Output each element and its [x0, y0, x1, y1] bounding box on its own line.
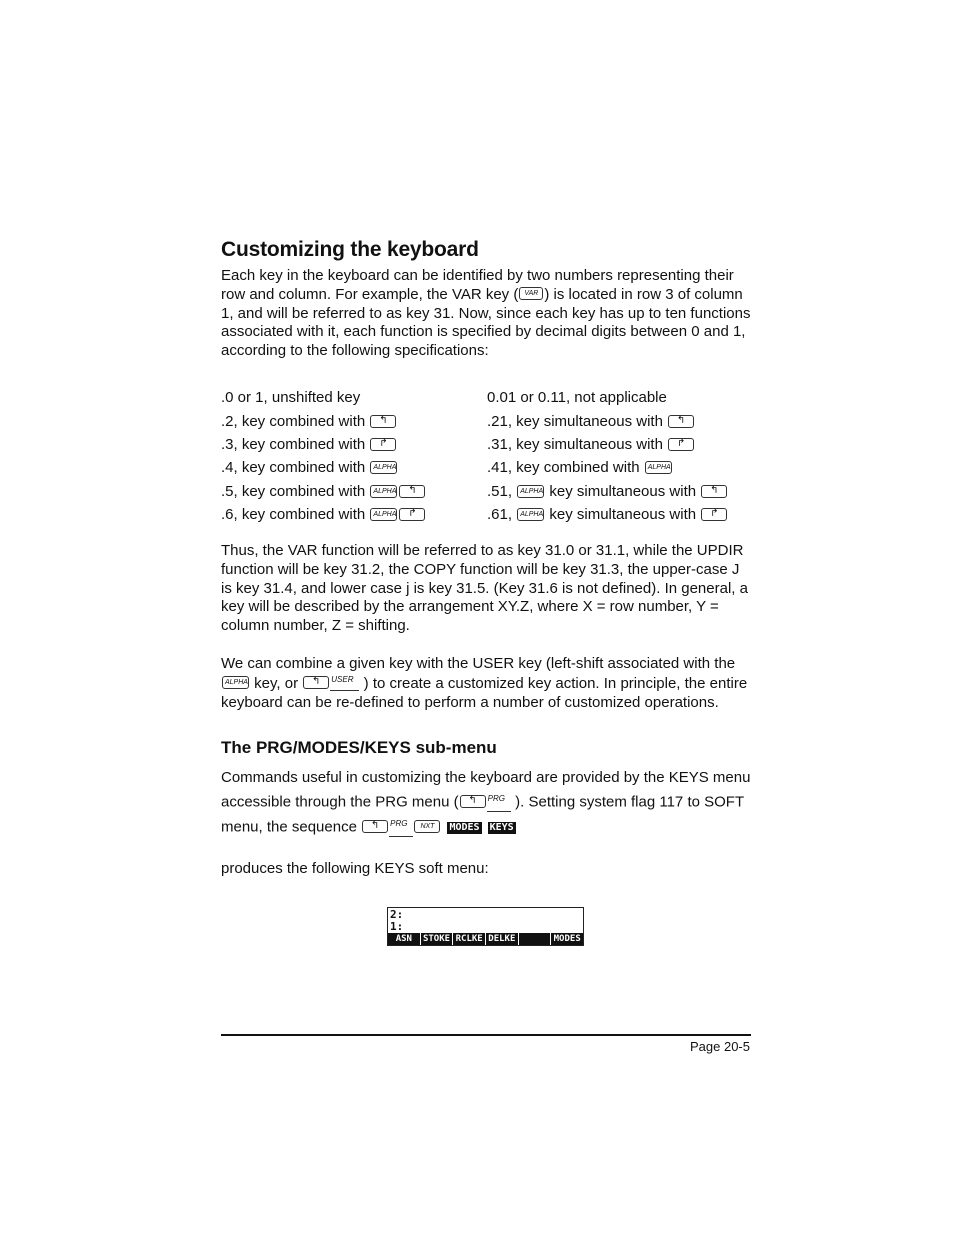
alpha-key-icon: ALPHA	[222, 676, 249, 689]
nxt-key-icon: NXT	[414, 820, 440, 833]
prg-label: PRG	[487, 787, 511, 812]
softkey-modes[interactable]: MODES	[551, 933, 583, 945]
spec-right-3: .41, key combined with ALPHA	[487, 459, 671, 476]
alpha-key-icon: ALPHA	[517, 508, 544, 521]
keys-softkey: KEYS	[489, 821, 514, 833]
left-shift-key-icon: ↰	[362, 820, 388, 833]
spec-left-2: .3, key combined with ↱	[221, 436, 397, 453]
left-shift-key-icon: ↰	[370, 415, 396, 428]
left-shift-key-icon: ↰	[701, 485, 727, 498]
spec-right-2: .31, key simultaneous with ↱	[487, 436, 695, 453]
spec-right-4: .51, ALPHA key simultaneous with ↰	[487, 483, 728, 500]
footer-rule	[221, 1034, 751, 1036]
right-shift-key-icon: ↱	[399, 508, 425, 521]
prg-label: PRG	[389, 812, 413, 837]
alpha-key-icon: ALPHA	[370, 461, 397, 474]
alpha-key-icon: ALPHA	[517, 485, 544, 498]
alpha-key-icon: ALPHA	[645, 461, 672, 474]
stack-level-2: 2:	[390, 908, 404, 921]
spec-left-1: .2, key combined with ↰	[221, 413, 397, 430]
right-shift-key-icon: ↱	[701, 508, 727, 521]
user-key-paragraph: We can combine a given key with the USER key (left-shift associated with the ALPHA key, or ↰ USER ) to create a customized key action. In principle, the entire keyboard can be re-defined to perform a number of customized operations.	[221, 655, 748, 711]
calculator-screen	[387, 907, 584, 946]
user-label: USER	[330, 671, 359, 691]
alpha-key-icon: ALPHA	[370, 508, 397, 521]
left-shift-key-icon: ↰	[399, 485, 425, 498]
softkey-stoke[interactable]: STOKE	[421, 933, 453, 945]
keys-soft-menu-caption: produces the following KEYS soft menu:	[221, 860, 489, 877]
intro-paragraph: Each key in the keyboard can be identified by two numbers representing their row and column. For example, the VAR key ( VAR ) is located in row 3 of column 1, and will be referred to as key 31. Now, since each key has up to ten functions associated with it, each function is specified by decimal digits between 0 and 1, according to the following specifications:	[221, 267, 751, 360]
spec-right-1: .21, key simultaneous with ↰	[487, 413, 695, 430]
right-shift-key-icon: ↱	[668, 438, 694, 451]
alpha-key-icon: ALPHA	[370, 485, 397, 498]
section-subheading: The PRG/MODES/KEYS sub-menu	[221, 738, 497, 757]
softkey-blank[interactable]	[519, 933, 551, 945]
modes-softkey: MODES	[449, 821, 480, 833]
stack-level-1: 1:	[390, 920, 404, 933]
keys-menu-paragraph: Commands useful in customizing the keyboard are provided by the KEYS menu accessible through the PRG menu ( ↰ PRG ). Setting system flag 117 to SOFT menu, the sequence ↰ PRG NXT MODES KEYS	[221, 769, 751, 836]
left-shift-key-icon: ↰	[668, 415, 694, 428]
page-number: Page 20-5	[690, 1039, 750, 1054]
softkey-asn[interactable]: ASN	[388, 933, 420, 945]
spec-right-0: 0.01 or 0.11, not applicable	[487, 389, 667, 406]
softkey-delke[interactable]: DELKE	[486, 933, 518, 945]
spec-left-0: .0 or 1, unshifted key	[221, 389, 361, 406]
spec-left-5: .6, key combined with ALPHA ↱	[221, 506, 426, 523]
spec-left-4: .5, key combined with ALPHA ↰	[221, 483, 426, 500]
softkey-rclke[interactable]: RCLKE	[453, 933, 485, 945]
page-title: Customizing the keyboard	[221, 238, 479, 261]
spec-right-5: .61, ALPHA key simultaneous with ↱	[487, 506, 728, 523]
soft-menu-bar	[388, 933, 583, 945]
right-shift-key-icon: ↱	[370, 438, 396, 451]
left-shift-key-icon: ↰	[460, 795, 486, 808]
left-shift-key-icon: ↰	[303, 676, 329, 689]
spec-left-3: .4, key combined with ALPHA	[221, 459, 397, 476]
key-numbering-paragraph: Thus, the VAR function will be referred to as key 31.0 or 31.1, while the UPDIR function will be key 31.2, the COPY function will be key 31.3, the upper-case J is key 31.4, and lower case j is key 31.5. (Key 31.6 is not defined). In general, a key will be described by the arrangement XY.Z, where X = row number, Y = column number, Z = shifting.	[221, 542, 748, 635]
var-key-icon: VAR	[519, 287, 543, 300]
